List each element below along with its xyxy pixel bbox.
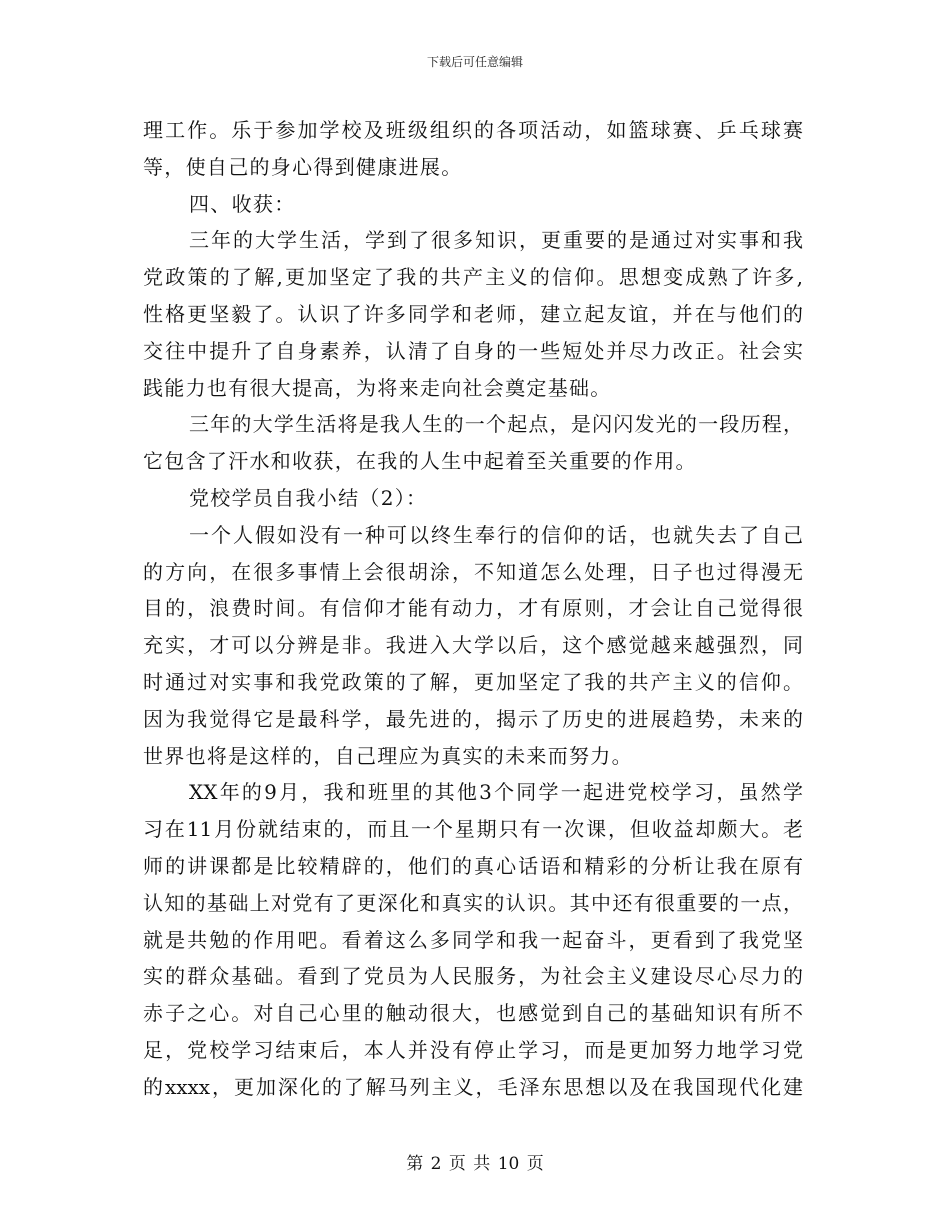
text-line: 的xxxx，更加深化的了解马列主义，毛泽东思想以及在我国现代化建 bbox=[143, 1074, 803, 1099]
text-line: 师的讲课都是比较精辟的，他们的真心话语和精彩的分析让我在原有 bbox=[143, 853, 803, 878]
text-line: 三年的大学生活，学到了很多知识，更重要的是通过对实事和我 bbox=[189, 228, 803, 253]
text-line: 因为我觉得它是最科学，最先进的，揭示了历史的进展趋势，未来的 bbox=[143, 706, 803, 731]
text-line: 目的，浪费时间。有信仰才能有动力，才有原则，才会让自己觉得很 bbox=[143, 596, 803, 621]
document-body bbox=[143, 112, 803, 1106]
text-line: 认知的基础上对党有了更深化和真实的认识。其中还有很重要的一点， bbox=[143, 890, 803, 915]
text-line: 赤子之心。对自己心里的触动很大，也感觉到自己的基础知识有所不 bbox=[143, 1001, 803, 1026]
page-header: 下载后可任意编辑 bbox=[426, 55, 523, 69]
text-line: 就是共勉的作用吧。看着这么多同学和我一起奋斗，更看到了我党坚 bbox=[143, 927, 803, 952]
text-line: 的方向，在很多事情上会很胡涂，不知道怎么处理，日子也过得漫无 bbox=[143, 559, 803, 584]
text-line: 交往中提升了自身素养，认清了自身的一些短处并尽力改正。社会实 bbox=[143, 338, 803, 363]
text-line: 实的群众基础。看到了党员为人民服务，为社会主义建设尽心尽力的 bbox=[143, 964, 803, 989]
text-line: 等，使自己的身心得到健康进展。 bbox=[143, 154, 463, 179]
text-line: 足，党校学习结束后，本人并没有停止学习，而是更加努力地学习党 bbox=[143, 1037, 803, 1062]
text-line: 践能力也有很大提高，为将来走向社会奠定基础。 bbox=[143, 375, 612, 400]
text-line: 充实，才可以分辨是非。我进入大学以后，这个感觉越来越强烈，同 bbox=[143, 633, 803, 658]
text-line: 它包含了汗水和收获，在我的人生中起着至关重要的作用。 bbox=[143, 449, 697, 474]
text-line: 党校学员自我小结（2）： bbox=[189, 485, 428, 510]
text-line: 时通过对实事和我党政策的了解，更加坚定了我的共产主义的信仰。 bbox=[143, 669, 803, 694]
text-line: 三年的大学生活将是我人生的一个起点，是闪闪发光的一段历程， bbox=[189, 412, 803, 437]
text-line: 一个人假如没有一种可以终生奉行的信仰的话，也就失去了自己 bbox=[189, 522, 803, 547]
text-line: 习在11月份就结束的，而且一个星期只有一次课，但收益却颇大。老 bbox=[143, 817, 803, 842]
text-line: 性格更坚毅了。认识了许多同学和老师，建立起友谊，并在与他们的 bbox=[143, 301, 803, 326]
text-line: 党政策的了解,更加坚定了我的共产主义的信仰。思想变成熟了许多, bbox=[143, 265, 803, 290]
text-line: XX年的9月，我和班里的其他3个同学一起进党校学习，虽然学 bbox=[189, 780, 803, 805]
page-number-footer: 第 2 页 共 10 页 bbox=[406, 1154, 544, 1174]
text-line: 理工作。乐于参加学校及班级组织的各项活动，如篮球赛、乒乓球赛 bbox=[143, 118, 803, 142]
text-line: 四、收获： bbox=[189, 191, 296, 216]
text-line: 世界也将是这样的，自己理应为真实的未来而努力。 bbox=[143, 743, 633, 768]
